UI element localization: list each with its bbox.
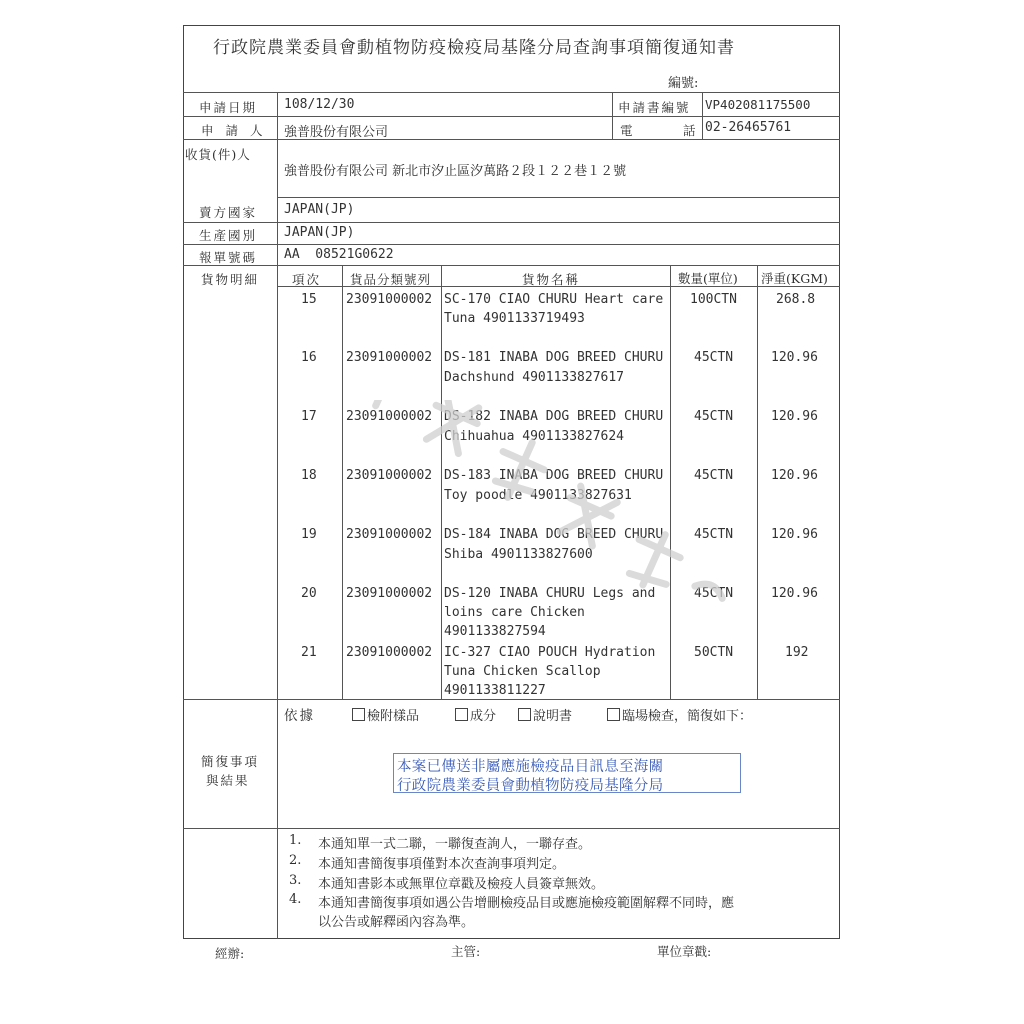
apply-date-label: 申請日期 bbox=[199, 100, 258, 115]
rule bbox=[277, 197, 840, 198]
note-number: 1. bbox=[289, 833, 302, 848]
rule bbox=[183, 139, 840, 140]
note-text: 本通知書簡復事項僅對本次查詢事項判定。 bbox=[318, 857, 566, 872]
item-no: 20 bbox=[301, 586, 317, 601]
note-number: 4. bbox=[289, 892, 302, 907]
quantity: 45CTN bbox=[694, 350, 734, 365]
form-no-value: VP402081175500 bbox=[705, 97, 811, 112]
note-text-continued: 以公告或解釋函內容為準。 bbox=[318, 915, 475, 930]
declaration-no-value: AA 08521G0622 bbox=[284, 247, 394, 262]
hs-code: 23091000002 bbox=[346, 645, 433, 660]
goods-name-line2: Chihuahua 4901133827624 bbox=[444, 429, 625, 444]
hs-code: 23091000002 bbox=[346, 468, 433, 483]
goods-name-line2: Tuna Chicken Scallop bbox=[444, 664, 601, 679]
note-text: 本通知書影本或無單位章戳及檢疫人員簽章無效。 bbox=[318, 877, 605, 892]
item-no: 17 bbox=[301, 409, 317, 424]
seller-country-label: 賣方國家 bbox=[199, 205, 258, 220]
item-no: 21 bbox=[301, 645, 317, 660]
origin-country-value: JAPAN(JP) bbox=[284, 225, 355, 240]
hs-code: 23091000002 bbox=[346, 586, 433, 601]
document-title: 行政院農業委員會動植物防疫檢疫局基隆分局查詢事項簡復通知書 bbox=[213, 38, 735, 58]
note-text: 本通知單一式二聯，一聯復查詢人，一聯存查。 bbox=[318, 837, 592, 852]
col-header-item-no: 項次 bbox=[292, 272, 322, 287]
goods-name-line2: Shiba 4901133827600 bbox=[444, 547, 593, 562]
option-ingredients-label: 成分 bbox=[470, 709, 497, 724]
goods-name-line1: IC-327 CIAO POUCH Hydration bbox=[444, 645, 656, 660]
quantity: 45CTN bbox=[694, 527, 734, 542]
quantity: 45CTN bbox=[694, 586, 734, 601]
option-ingredients[interactable] bbox=[455, 705, 496, 724]
quantity: 45CTN bbox=[694, 468, 734, 483]
hs-code: 23091000002 bbox=[346, 527, 433, 542]
note-number: 3. bbox=[289, 873, 302, 888]
goods-details-label: 貨物明細 bbox=[201, 272, 260, 287]
col-header-hs-code: 貨品分類號列 bbox=[350, 272, 432, 287]
net-weight: 120.96 bbox=[771, 527, 818, 542]
declaration-no-label: 報單號碼 bbox=[199, 250, 258, 265]
rule bbox=[670, 265, 671, 699]
option-sample[interactable] bbox=[352, 705, 419, 724]
serial-label: 編號: bbox=[668, 76, 699, 91]
hs-code: 23091000002 bbox=[346, 350, 433, 365]
supervisor-label: 主管: bbox=[451, 944, 481, 959]
goods-name-line3: 4901133827594 bbox=[444, 624, 546, 639]
option-sample-label: 檢附樣品 bbox=[367, 709, 420, 724]
goods-name-line1: DS-182 INABA DOG BREED CHURU bbox=[444, 409, 664, 424]
hs-code: 23091000002 bbox=[346, 292, 433, 307]
col-header-quantity: 數量(單位) bbox=[678, 271, 738, 286]
item-no: 16 bbox=[301, 350, 317, 365]
goods-name-line2: Tuna 4901133719493 bbox=[444, 311, 585, 326]
net-weight: 120.96 bbox=[771, 350, 818, 365]
goods-name-line2: Dachshund 4901133827617 bbox=[444, 370, 625, 385]
handler-label: 經辦: bbox=[215, 946, 245, 961]
rule bbox=[757, 265, 758, 699]
goods-name-line1: DS-184 INABA DOG BREED CHURU bbox=[444, 527, 664, 542]
origin-country-label: 生產國別 bbox=[199, 228, 258, 243]
form-no-label: 申請書編號 bbox=[618, 100, 691, 115]
quantity: 45CTN bbox=[694, 409, 734, 424]
stamp-line-1: 本案已傳送非屬應施檢疫品目訊息至海關 bbox=[397, 759, 664, 775]
rule bbox=[702, 92, 703, 139]
rule bbox=[183, 222, 840, 223]
goods-name-line1: SC-170 CIAO CHURU Heart care bbox=[444, 292, 664, 307]
applicant-value: 強普股份有限公司 bbox=[284, 125, 389, 140]
rule bbox=[183, 92, 840, 93]
reply-section-label-1: 簡復事項 bbox=[201, 754, 260, 769]
rule bbox=[183, 699, 840, 700]
goods-name-line2: loins care Chicken bbox=[444, 605, 585, 620]
goods-name-line2: Toy poodle 4901133827631 bbox=[444, 488, 632, 503]
note-number: 2. bbox=[289, 853, 302, 868]
net-weight: 268.8 bbox=[776, 292, 816, 307]
goods-name-line1: DS-120 INABA CHURU Legs and bbox=[444, 586, 656, 601]
rule bbox=[342, 265, 343, 699]
rule bbox=[277, 92, 278, 939]
rule bbox=[612, 92, 613, 139]
ingredients-checkbox[interactable] bbox=[455, 708, 468, 721]
rule bbox=[183, 265, 840, 266]
option-manual[interactable] bbox=[518, 705, 572, 724]
manual-checkbox[interactable] bbox=[518, 708, 531, 721]
net-weight: 120.96 bbox=[771, 468, 818, 483]
basis-label: 依據 bbox=[284, 708, 315, 724]
goods-name-line1: DS-183 INABA DOG BREED CHURU bbox=[444, 468, 664, 483]
option-onsite-inspection-label: 臨場檢查，簡復如下： bbox=[622, 709, 753, 724]
applicant-label: 申 請 人 bbox=[201, 123, 267, 138]
item-no: 18 bbox=[301, 468, 317, 483]
col-header-goods-name: 貨物名稱 bbox=[522, 272, 581, 287]
option-onsite-inspection[interactable] bbox=[607, 705, 752, 724]
goods-name-line3: 4901133811227 bbox=[444, 683, 546, 698]
quantity: 100CTN bbox=[690, 292, 737, 307]
unit-seal-label: 單位章戳: bbox=[657, 944, 712, 959]
option-manual-label: 說明書 bbox=[533, 709, 573, 724]
stamp-line-2: 行政院農業委員會動植物防疫局基隆分局 bbox=[397, 778, 664, 794]
item-no: 19 bbox=[301, 527, 317, 542]
rule bbox=[441, 265, 442, 699]
net-weight: 120.96 bbox=[771, 409, 818, 424]
onsite-inspection-checkbox[interactable] bbox=[607, 708, 620, 721]
col-header-net-weight: 淨重(KGM) bbox=[761, 271, 828, 286]
phone-label: 電 bbox=[620, 123, 635, 138]
reply-section-label-2: 與結果 bbox=[206, 773, 250, 788]
net-weight: 120.96 bbox=[771, 586, 818, 601]
rule bbox=[183, 828, 840, 829]
consignee-label: 收貨(件)人 bbox=[185, 147, 251, 162]
consignee-value: 強普股份有限公司 新北市汐止區汐萬路２段１２２巷１２號 bbox=[284, 164, 627, 179]
sample-checkbox[interactable] bbox=[352, 708, 365, 721]
rule bbox=[183, 244, 840, 245]
phone-label-2: 話 bbox=[683, 123, 698, 138]
seller-country-value: JAPAN(JP) bbox=[284, 202, 355, 217]
phone-value: 02-26465761 bbox=[705, 120, 792, 135]
apply-date-value: 108/12/30 bbox=[284, 97, 355, 112]
item-no: 15 bbox=[301, 292, 317, 307]
reply-result-stamp bbox=[393, 753, 741, 793]
hs-code: 23091000002 bbox=[346, 409, 433, 424]
quantity: 50CTN bbox=[694, 645, 734, 660]
goods-name-line1: DS-181 INABA DOG BREED CHURU bbox=[444, 350, 664, 365]
net-weight: 192 bbox=[785, 645, 809, 660]
note-text: 本通知書簡復事項如遇公告增刪檢疫品目或應施檢疫範圍解釋不同時，應 bbox=[318, 896, 735, 911]
rule bbox=[183, 116, 840, 117]
